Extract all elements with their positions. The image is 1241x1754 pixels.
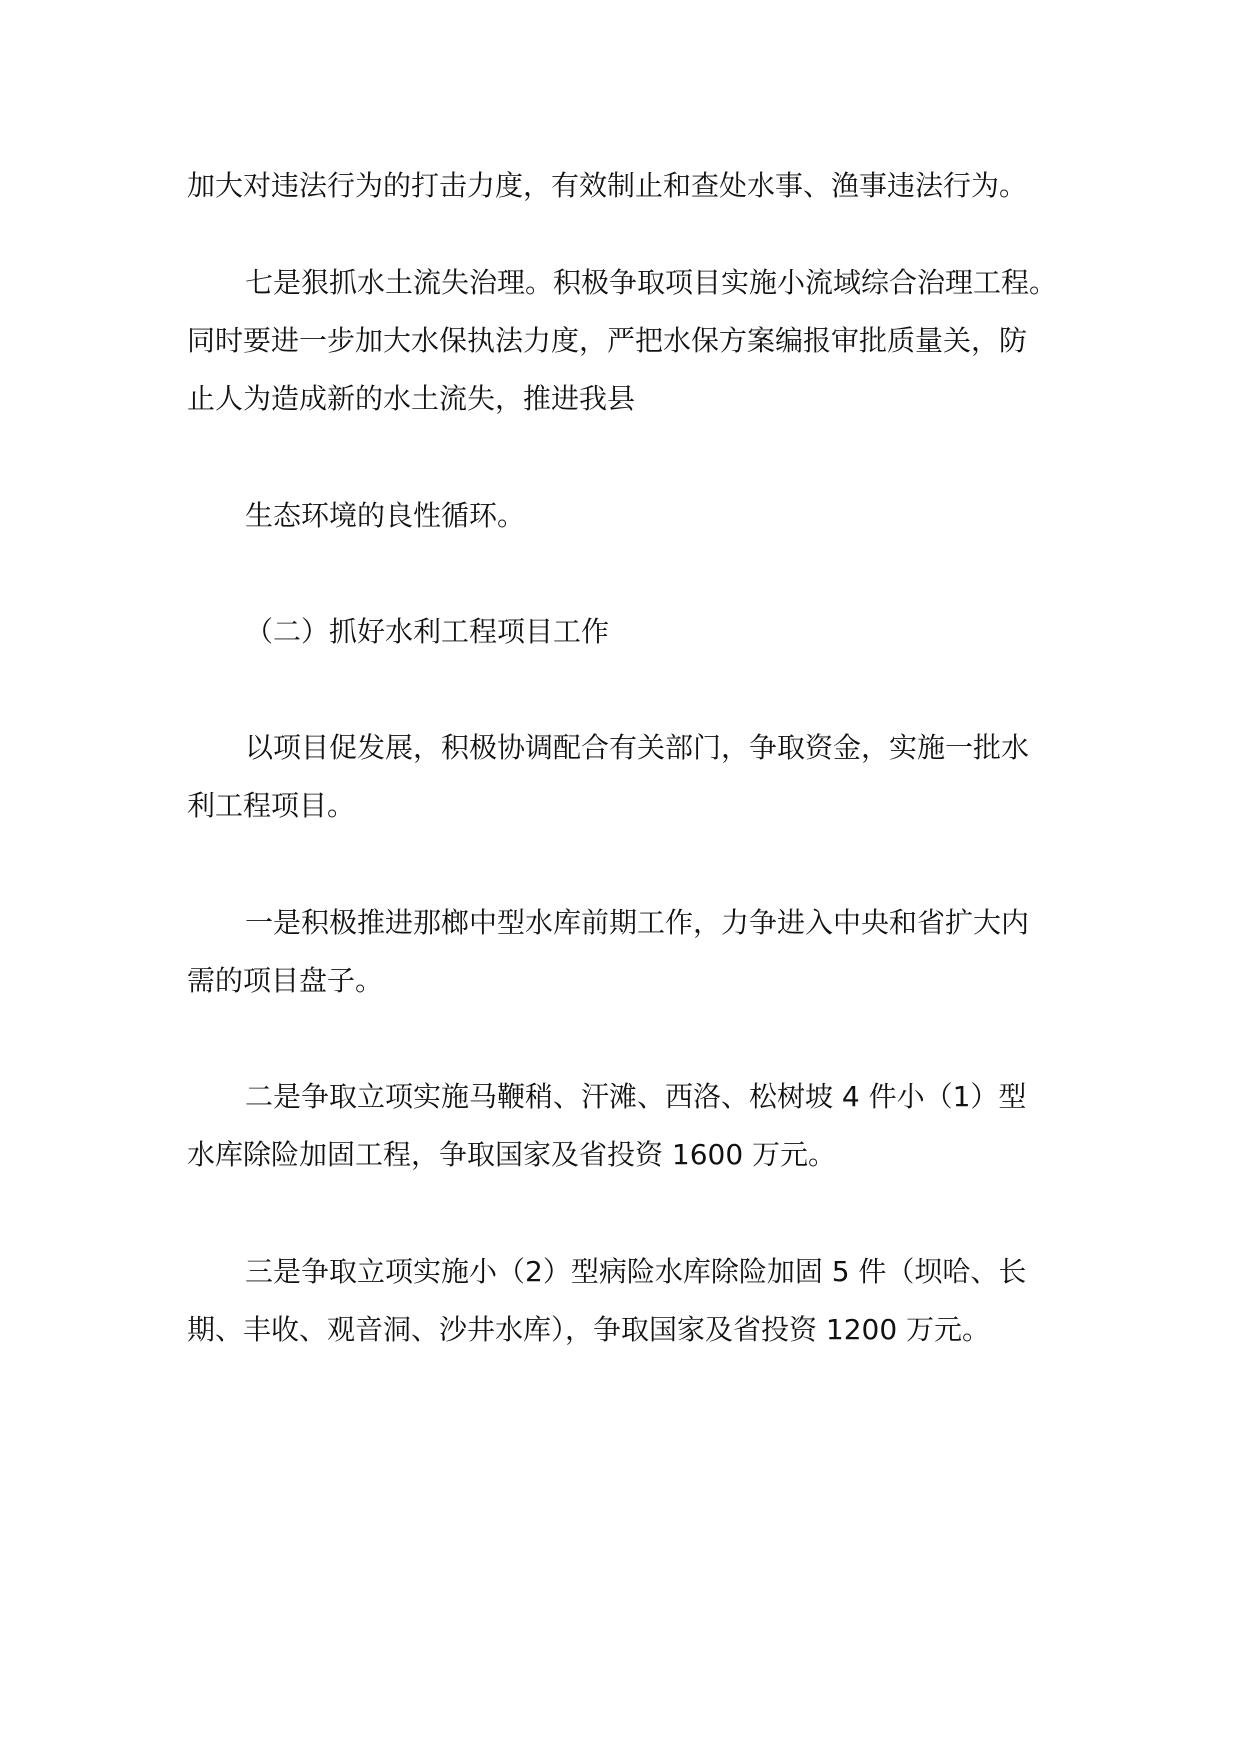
paragraph-line: 加大对违法行为的打击力度，有效制止和查处水事、渔事违法行为。 (187, 169, 1028, 202)
paragraph-line: 生态环境的良性循环。 (245, 499, 526, 532)
paragraph-line: 七是狠抓水土流失治理。积极争取项目实施小流域综合治理工程。 (245, 266, 1058, 299)
paragraph-line: 三是争取立项实施小（2）型病险水库除险加固 5 件（坝哈、长 (245, 1255, 1027, 1288)
paragraph-line: 利工程项目。 (187, 789, 356, 822)
paragraph-line: 同时要进一步加大水保执法力度，严把水保方案编报审批质量关，防 (187, 324, 1028, 357)
paragraph-line: 二是争取立项实施马鞭稍、汗滩、西洛、松树坡 4 件小（1）型 (245, 1080, 1027, 1113)
paragraph-line: 止人为造成新的水土流失，推进我县 (187, 382, 636, 415)
paragraph-line: 需的项目盘子。 (187, 964, 384, 997)
paragraph-line: 水库除险加固工程，争取国家及省投资 1600 万元。 (187, 1138, 837, 1171)
section-heading: （二）抓好水利工程项目工作 (245, 615, 610, 648)
paragraph-line: 期、丰收、观音洞、沙井水库），争取国家及省投资 1200 万元。 (187, 1313, 991, 1346)
paragraph-line: 以项目促发展，积极协调配合有关部门，争取资金，实施一批水 (245, 731, 1030, 764)
paragraph-line: 一是积极推进那榔中型水库前期工作，力争进入中央和省扩大内 (245, 906, 1030, 939)
